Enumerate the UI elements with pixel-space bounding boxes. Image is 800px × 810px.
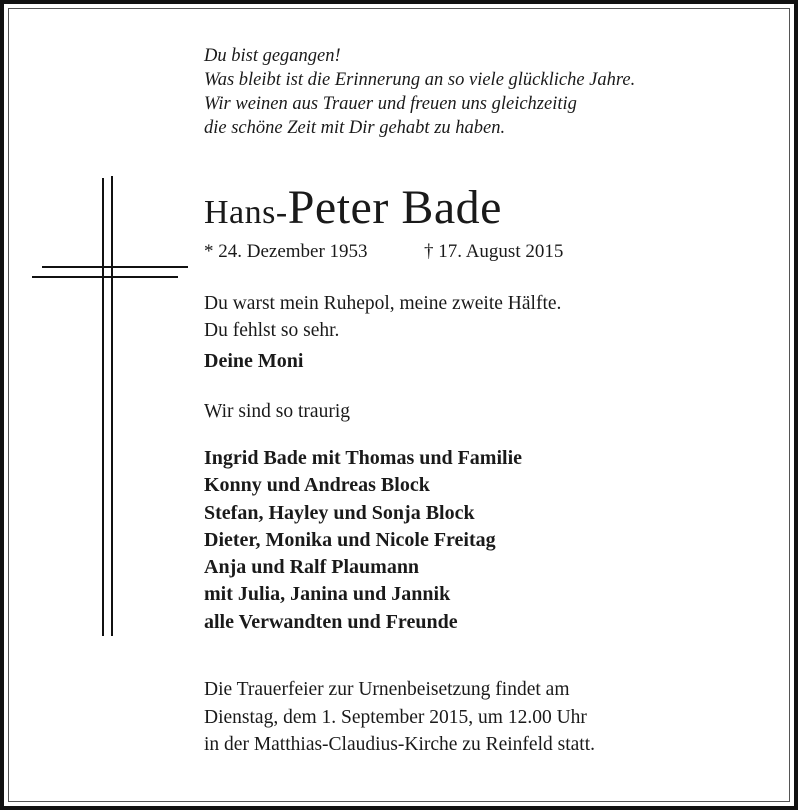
life-dates — [204, 241, 764, 263]
poem-line: Du bist gegangen! — [204, 46, 341, 66]
mourner: mit Julia, Janina und Jannik — [204, 583, 451, 606]
mourner: Anja und Ralf Plaumann — [204, 556, 420, 579]
funeral-notice — [204, 676, 595, 759]
personal-message — [204, 290, 561, 344]
mourners-list — [204, 445, 522, 636]
mourner: Dieter, Monika und Nicole Freitag — [204, 528, 496, 551]
first-name: Hans- — [204, 194, 288, 231]
poem — [204, 44, 764, 140]
mourning-line: Wir sind so traurig — [204, 401, 350, 422]
mourner: Ingrid Bade mit Thomas und Familie — [204, 447, 523, 469]
poem-line: Was bleibt ist die Erinnerung an so viele glückliche Jahre. — [204, 70, 636, 90]
poem-line: Wir weinen aus Trauer und freuen uns gleichzeitig — [204, 94, 577, 114]
poem-line: die schöne Zeit mit Dir gehabt zu haben. — [204, 118, 506, 138]
message-line: Du warst mein Ruhepol, meine zweite Hälfte. — [204, 293, 562, 314]
signature: Deine Moni — [204, 350, 304, 372]
deceased-name — [204, 180, 502, 235]
message-line: Du fehlst so sehr. — [204, 320, 340, 341]
mourner: Konny und Andreas Block — [204, 474, 430, 497]
birth-date: * 24. Dezember 1953 — [204, 241, 368, 262]
funeral-line: Die Trauerfeier zur Urnenbeisetzung findet am — [204, 679, 570, 700]
mourner: Stefan, Hayley und Sonja Block — [204, 501, 475, 524]
funeral-line: in der Matthias-Claudius-Kirche zu Reinfeld statt. — [204, 734, 595, 755]
funeral-line: Dienstag, dem 1. September 2015, um 12.00 Uhr — [204, 706, 587, 728]
death-date: † 17. August 2015 — [424, 241, 564, 262]
last-name: Peter Bade — [287, 181, 502, 234]
mourner: alle Verwandten und Freunde — [204, 610, 458, 633]
